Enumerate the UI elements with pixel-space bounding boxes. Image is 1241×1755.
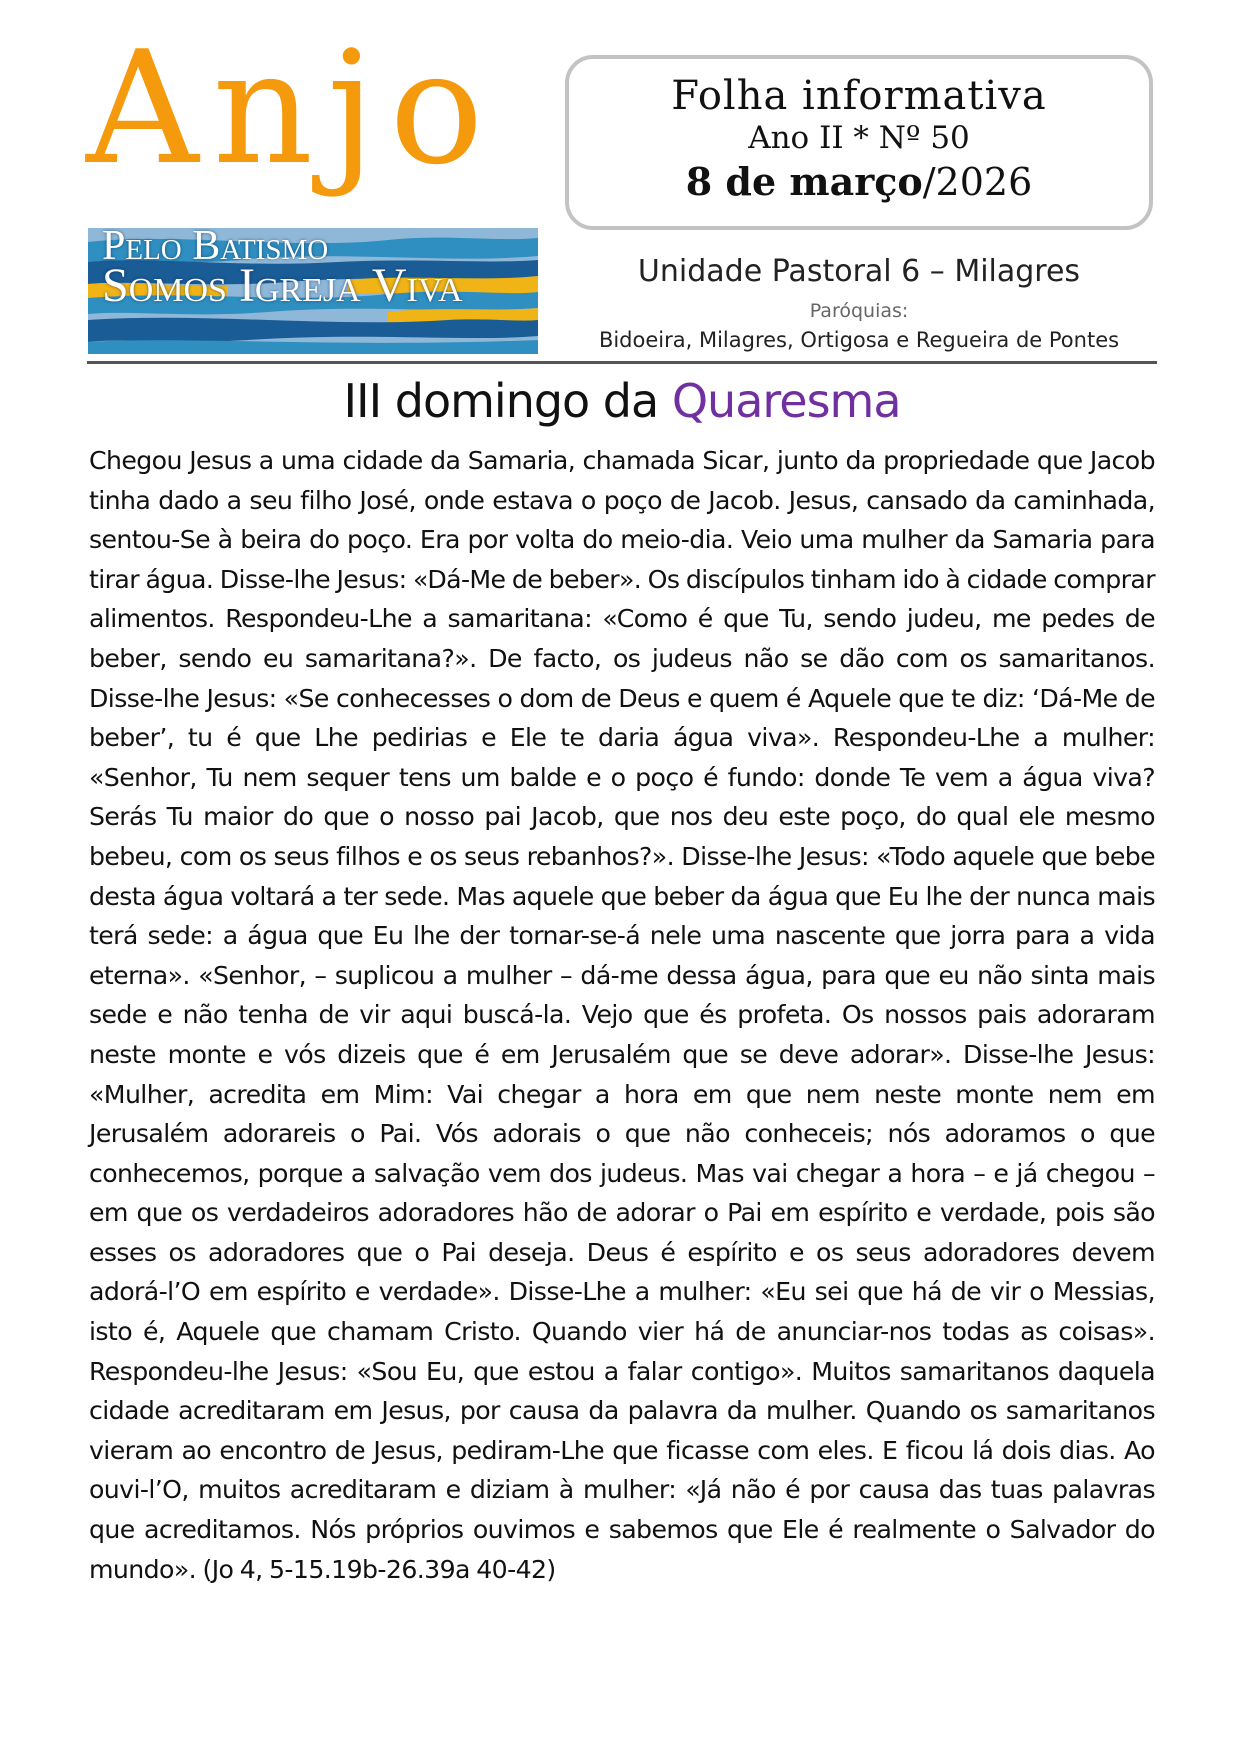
section-title-accent: Quaresma [671, 374, 901, 428]
banner-line-1: Pelo Batismo [102, 228, 329, 269]
pastoral-unit-name: Unidade Pastoral 6 – Milagres [637, 254, 1081, 289]
issue-date-day-month: 8 de março [685, 159, 923, 205]
issue-number: Ano II * Nº 50 [748, 120, 970, 156]
banner-line-2: Somos Igreja Viva [102, 259, 463, 312]
baptism-banner [88, 228, 538, 354]
issue-date-year: /2026 [922, 160, 1033, 205]
section-title [87, 374, 1157, 428]
parishes-label: Paróquias: [809, 300, 909, 322]
info-box [565, 55, 1153, 230]
parishes-list: Bidoeira, Milagres, Ortigosa e Regueira de Pontes [598, 328, 1120, 352]
header-divider [87, 361, 1157, 364]
masthead-title: Anjo [86, 17, 498, 199]
issue-date [569, 161, 1149, 204]
info-title: Folha informativa [671, 73, 1047, 119]
section-title-prefix: III domingo da [343, 374, 672, 428]
gospel-text: Chegou Jesus a uma cidade da Samaria, chamada Sicar, junto da propriedade que Jacob tinha dado a seu filho José, onde estava o poço de Jacob. Jesus, cansado da caminhada, sentou-Se à beira do poço. Era por volta do meio-dia. Veio uma mulher da Samaria para tirar água. Disse-lhe Jesus: «Dá-Me de beber». Os discípulos tinham ido à cidade comprar alimentos. Respondeu-Lhe a samaritana: «Como é que Tu, sendo judeu, me pedes de beber, sendo eu samaritana?». De facto, os judeus não se dão com os samaritanos. Disse-lhe Jesus: «Se conhecesses o dom de Deus e quem é Aquele que te diz: ‘Dá-Me de beber’, tu é que Lhe pedirias e Ele te daria água viva». Respondeu-Lhe a mulher: «Senhor, Tu nem sequer tens um balde e o poço é fundo: donde Te vem a água viva? Serás Tu maior do que o nosso pai Jacob, que nos deu este poço, do qual ele mesmo bebeu, com os seus filhos e os seus rebanhos?». Disse-lhe Jesus: «Todo aquele que bebe desta água voltará a ter sede. Mas aquele que beber da água que Eu lhe der nunca mais terá sede: a água que Eu lhe der tornar-se-á nele uma nascente que jorra para a vida eterna». «Senhor, – suplicou a mulher – dá-me dessa água, para que eu não sinta mais sede e não tenha de vir aqui buscá-la. Vejo que és profeta. Os nossos pais adoraram neste monte e vós dizeis que é em Jerusalém que se deve adorar». Disse-lhe Jesus: «Mulher, acredita em Mim: Vai chegar a hora em que nem neste monte nem em Jerusalém adorareis o Pai. Vós adorais o que não conheceis; nós adoramos o que conhecemos, porque a salvação vem dos judeus. Mas vai chegar a hora – e já chegou – em que os verdadeiros adoradores hão de adorar o Pai em espírito e verdade, pois são esses os adoradores que o Pai deseja. Deus é espírito e os seus adoradores devem adorá-l’O em espírito e verdade». Disse-Lhe a mulher: «Eu sei que há de vir o Messias, isto é, Aquele que chamam Cristo. Quando vier há de anunciar-nos todas as coisas». Respondeu-lhe Jesus: «Sou Eu, que estou a falar contigo». Muitos samaritanos daquela cidade acreditaram em Jesus, por causa da palavra da mulher. Quando os samaritanos vieram ao encontro de Jesus, pediram-Lhe que ficasse com eles. E ficou lá dois dias. Ao ouvi-l’O, muitos acreditaram e diziam à mulher: «Já não é por causa das tuas palavras que acreditamos. Nós próprios ouvimos e sabemos que Ele é realmente o Salvador do mundo». (Jo 4, 5-15.19b-26.39a 40-42) [89, 446, 1155, 1584]
